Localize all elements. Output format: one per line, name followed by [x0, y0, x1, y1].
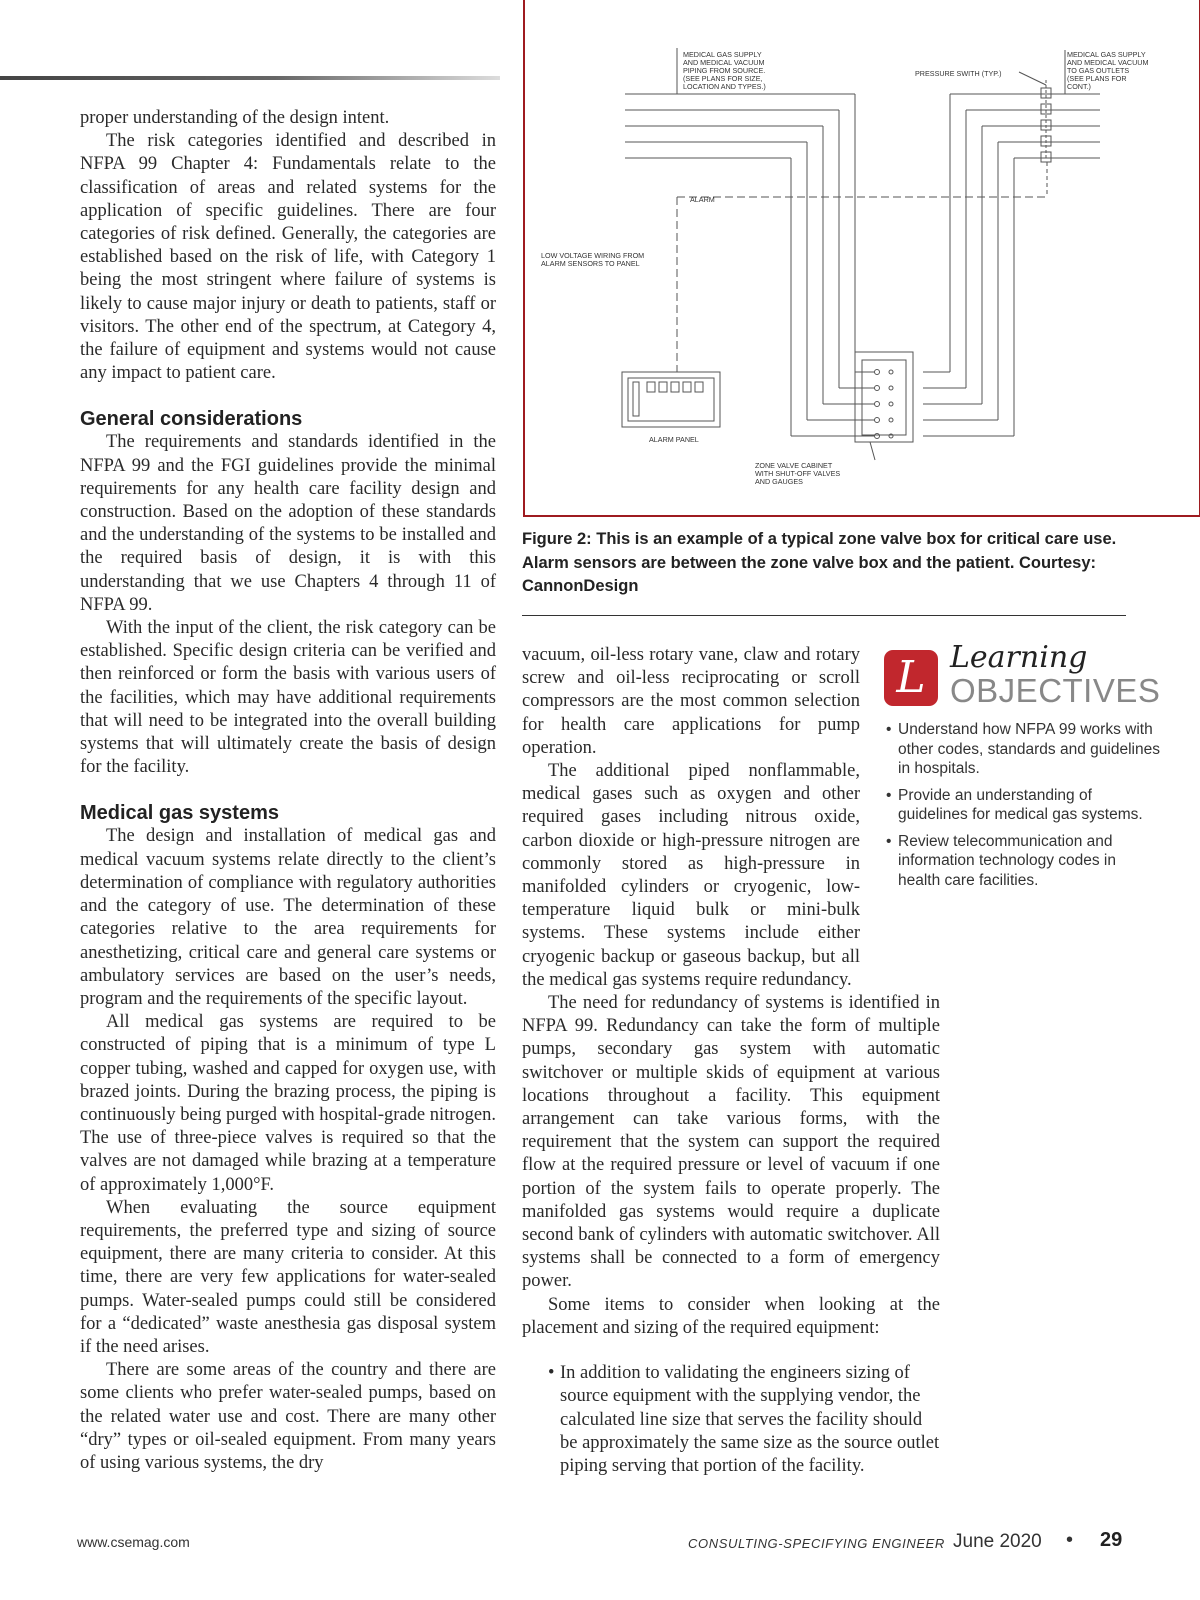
paragraph: With the input of the client, the risk category can be established. Specific design criteria can be verified and then reinforced or form the basis with various users of the facilities, which may have additional requirements that will need to be integrated into the overall building systems that will ultimately create the basis of design for the facility.	[80, 618, 496, 778]
list-item: • Review telecommunication and information technology codes in health care facilities.	[884, 832, 1160, 891]
label-supply-left-4: LOCATION AND TYPES.)	[683, 82, 766, 91]
label-supply-left-3: (SEE PLANS FOR SIZE,	[683, 74, 763, 83]
label-alarm: ALARM	[690, 195, 715, 204]
heading-medical-gas-systems: Medical gas systems	[80, 802, 279, 825]
label-pressure-switch: PRESSURE SWITH (TYP.)	[915, 69, 1002, 78]
paragraph: The design and installation of medical gas and medical vacuum systems relate directly to the client’s determination of compliance with regulatory authorities and the category of use. The determination of these categories relative to the area requirements for anesthetizing, critical care and general care systems or ambulatory services are based on the user’s needs, program and the requirements of the specific layout.	[80, 826, 496, 1009]
figure-2-diagram	[523, 0, 1200, 517]
paragraph: vacuum, oil-less rotary vane, claw and rotary screw and oil-less reciprocating or scroll compressors are the most common selection for health care applications for pump operation.	[522, 645, 860, 758]
label-supply-right-2: TO GAS OUTLETS	[1067, 66, 1130, 75]
label-supply-left-0: MEDICAL GAS SUPPLY	[683, 50, 762, 59]
list-item: • Understand how NFPA 99 works with other codes, standards and guidelines in hospitals.	[884, 720, 1160, 779]
list-item: • Provide an understanding of guidelines for medical gas systems.	[884, 786, 1160, 825]
label-supply-left-2: PIPING FROM SOURCE.	[683, 66, 766, 75]
paragraph: All medical gas systems are required to be constructed of piping that is a minimum of type L copper tubing, washed and capped for oxygen use, with brazed joints. During the brazing process, the piping is continuously being purged with hospital-grade nitrogen. The use of three-piece valves is required so that the valves are not damaged while brazing at a temperature of approximately 1,000°F.	[80, 1012, 496, 1195]
header-rule	[0, 76, 500, 80]
heading-general-considerations: General considerations	[80, 408, 303, 431]
footer-date: June 2020	[953, 1531, 1042, 1552]
label-supply-right-4: CONT.)	[1067, 82, 1091, 91]
paragraph: The requirements and standards identified in the NFPA 99 and the FGI guidelines provide the minimal requirements for any health care facility design and construction. Based on the adoption of these standards and the understanding of the systems to be installed and the required basis of design, it is with this understanding that we use Chapters 4 through 11 of NFPA 99.	[80, 432, 496, 615]
label-supply-right-3: (SEE PLANS FOR	[1067, 74, 1127, 83]
figure-caption: Figure 2: This is an example of a typical zone valve box for critical care use. Alarm sensors are between the zone valve box and the patient. Courtesy: CannonDesign	[522, 530, 1117, 595]
footer-magazine: CONSULTING-SPECIFYING ENGINEER	[688, 1536, 945, 1551]
label-supply-right-1: AND MEDICAL VACUUM	[1067, 58, 1149, 67]
label-low-voltage-1: ALARM SENSORS TO PANEL	[541, 259, 640, 268]
zone-valve-diagram	[525, 0, 1200, 517]
paragraph: The risk categories identified and described in NFPA 99 Chapter 4: Fundamentals relate to the classification of areas and related systems for the application of specific guidelines. There are four categories of risk defined. Generally, the categories are established based on the risk of life, with Category 1 being the most stringent where failure of systems is likely to cause major injury or death to patients, staff or visitors. The other end of the spectrum, at Category 4, the failure of equipment and systems would not cause any impact to patient care.	[80, 131, 496, 384]
label-zone-valve-1: WITH SHUT-OFF VALVES	[755, 469, 841, 478]
paragraph: The need for redundancy of systems is identified in NFPA 99. Redundancy can take the form of multiple pumps, secondary gas system with automatic switchover or multiple skids of equipment at various locations throughout a facility. This equipment arrangement can take various forms, with the requirement that the system can support the required flow at the required pressure or level of vacuum if one portion of the system fails to operate properly. The manifolded gas systems would require a duplicate second bank of cylinders with automatic switchover. All systems shall be connected to a form of emergency power.	[522, 993, 940, 1292]
label-supply-left-1: AND MEDICAL VACUUM	[683, 58, 765, 67]
footer-url: www.csemag.com	[77, 1534, 190, 1550]
caption-divider	[522, 615, 1126, 616]
left-column	[80, 107, 496, 1475]
paragraph: proper understanding of the design intent.	[80, 108, 390, 128]
logo-objectives-text: OBJECTIVES	[950, 672, 1161, 709]
footer-separator: •	[1066, 1529, 1074, 1551]
considerations-list	[522, 1362, 940, 1478]
label-low-voltage-0: LOW VOLTAGE WIRING FROM	[541, 251, 645, 260]
label-alarm-panel: ALARM PANEL	[649, 435, 699, 444]
paragraph: When evaluating the source equipment requirements, the preferred type and sizing of source equipment, there are many criteria to consider. At this time, there are very few applications for water-sealed pumps. Water-sealed pumps could still be considered for a “dedicated” waste anesthesia gas disposal system if the need arises.	[80, 1197, 496, 1357]
list-item: • In addition to validating the engineers sizing of source equipment with the supplying vendor, the calculated line size that serves the facility should be approximately the same size as the source outlet piping serving that portion of the facility.	[522, 1362, 940, 1478]
paragraph: Some items to consider when looking at the placement and sizing of the required equipment:	[522, 1294, 940, 1338]
label-zone-valve-0: ZONE VALVE CABINET	[755, 461, 833, 470]
paragraph: The additional piped nonflammable, medical gases such as oxygen and other required gases including nitrous oxide, carbon dioxide or high-pressure nitrogen are commonly stored as high-pressure in manifolded cylinders or cryogenic, low-temperature liquid bulk or mini-bulk systems. These systems include either cryogenic backup or gaseous backup, but all the medical gas systems require redundancy.	[522, 761, 860, 990]
label-zone-valve-2: AND GAUGES	[755, 477, 803, 486]
label-supply-right-0: MEDICAL GAS SUPPLY	[1067, 50, 1146, 59]
logo-letter: L	[884, 650, 938, 706]
paragraph: There are some areas of the country and there are some clients who prefer water-sealed pumps, based on the related water use and cost. There are many other “dry” types or oil-sealed equipment. From many years of using various systems, the dry	[80, 1360, 496, 1473]
logo-learning-text: Learning	[950, 640, 1088, 675]
page-number: 29	[1100, 1529, 1123, 1551]
middle-column	[522, 644, 940, 1478]
